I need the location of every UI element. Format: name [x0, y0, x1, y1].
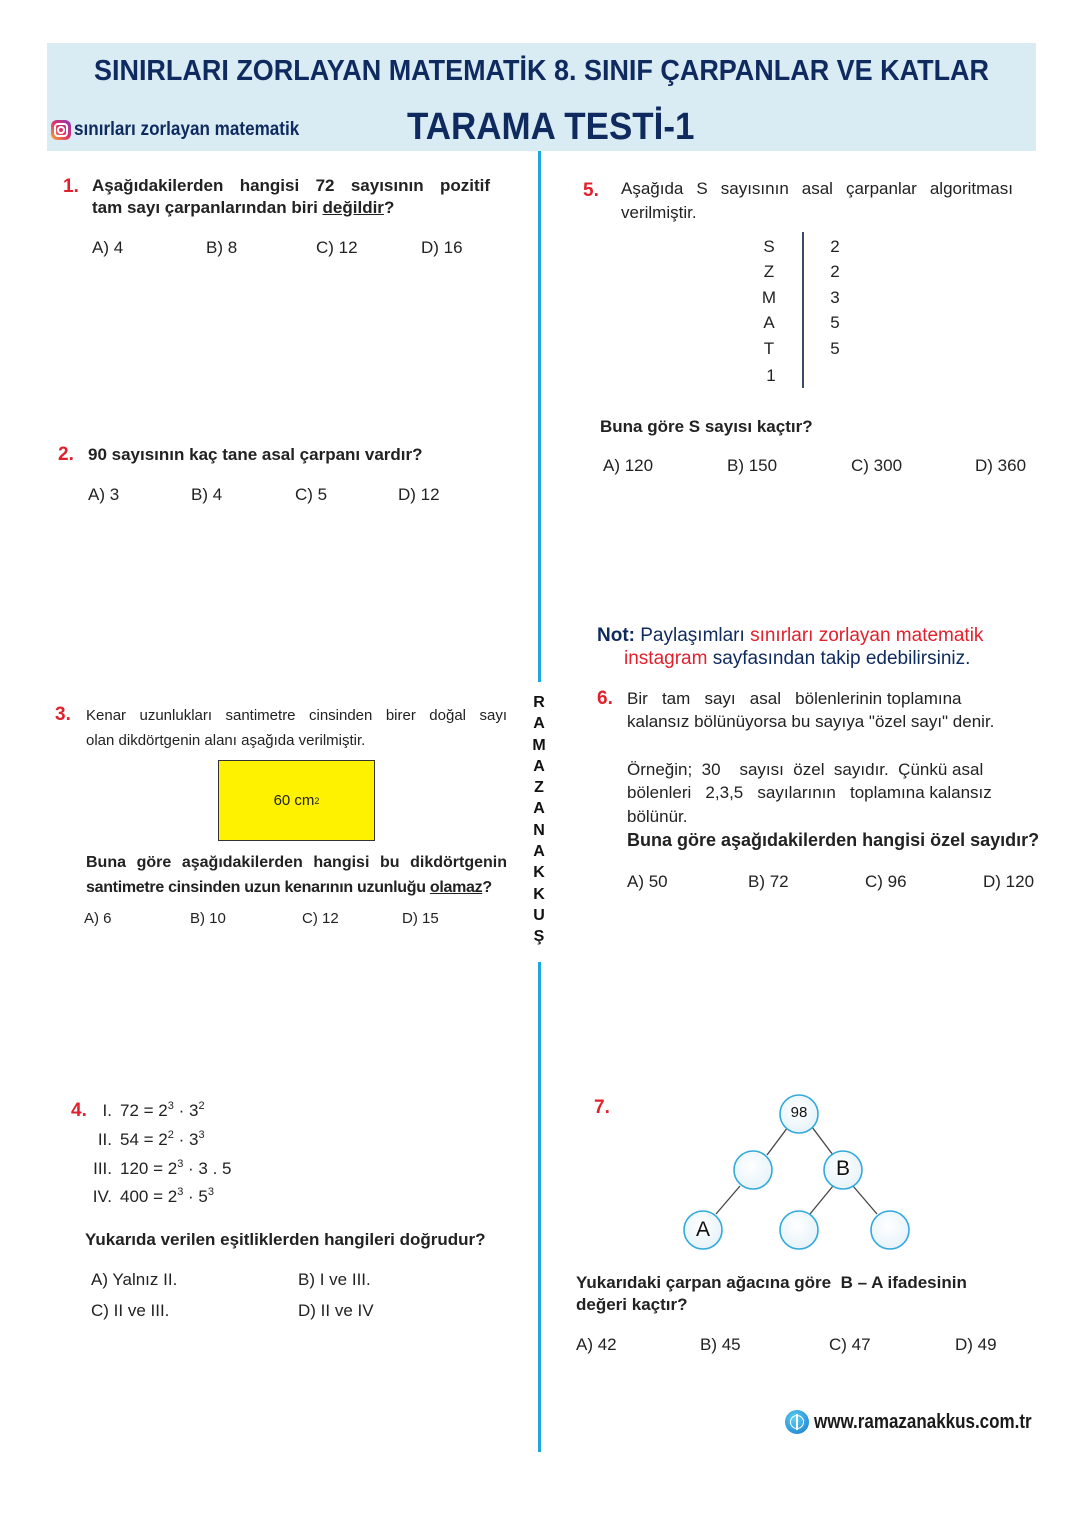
question-text-line1: Kenar uzunlukları santimetre cinsinden birer doğal sayı — [86, 707, 507, 724]
exponent: 2 — [167, 1129, 174, 1141]
eq-text: · 3 — [173, 1130, 199, 1149]
instagram-handle-text: sınırları zorlayan matematik — [74, 119, 300, 140]
test-subtitle: TARAMA TESTİ-1 — [406, 106, 695, 148]
vertical-author-name — [530, 692, 548, 948]
note-label: Not: — [597, 625, 635, 646]
example-line1: Örneğin; 30 sayısı özel sayıdır. Çünkü asal — [627, 760, 984, 779]
algorithm-left: 1 — [766, 366, 776, 385]
tree-node-a: A — [695, 1218, 710, 1241]
eq-text: 120 = 2 — [120, 1159, 178, 1178]
exponent: 2 — [198, 1100, 205, 1112]
question-text-line2: kalansız bölünüyorsa bu sayıya "özel sayı" denir. — [627, 712, 995, 731]
tree-node-b: B — [835, 1157, 850, 1180]
vertical-letter: K — [533, 864, 545, 882]
vertical-letter: Ş — [533, 928, 545, 946]
option-b[interactable]: B) 72 — [748, 872, 789, 891]
question-text-line1: Bir tam sayı asal bölenlerinin toplamına — [627, 689, 962, 708]
vertical-letter: A — [533, 715, 545, 733]
note-text: sayfasından takip edebilirsiniz. — [707, 648, 971, 669]
vertical-letter: A — [533, 843, 545, 861]
equality-3 — [74, 1158, 232, 1179]
option-c[interactable]: C) 47 — [829, 1335, 871, 1354]
vertical-letter: N — [533, 821, 545, 839]
option-c[interactable]: C) 12 — [316, 238, 358, 257]
question-prompt: Buna göre aşağıdakilerden hangisi özel sayıdır? — [627, 830, 1040, 850]
algorithm-left: M — [761, 288, 777, 307]
option-a[interactable]: A) Yalnız II. — [91, 1270, 178, 1289]
note-highlight: sınırları zorlayan matematik — [750, 625, 984, 646]
text-segment: ifadesinin — [882, 1273, 967, 1292]
algorithm-right: 5 — [830, 313, 840, 332]
option-b[interactable]: B) 4 — [191, 485, 223, 504]
header-banner — [47, 43, 1036, 151]
option-a[interactable]: A) 3 — [88, 485, 120, 504]
roman-numeral: I. — [102, 1101, 112, 1120]
option-d[interactable]: D) 16 — [421, 238, 463, 257]
question-prompt: Buna göre S sayısı kaçtır? — [600, 417, 813, 436]
question-number: 3. — [55, 704, 71, 725]
text-segment: Yukarıdaki çarpan ağacına göre — [576, 1273, 841, 1292]
question-number: 6. — [597, 688, 613, 709]
question-prompt-line1: Buna göre aşağıdakilerden hangisi bu dikdörtgenin — [86, 854, 507, 871]
equality-4 — [74, 1186, 214, 1207]
algorithm-left: A — [763, 313, 775, 332]
algorithm-right: 2 — [830, 237, 840, 256]
emphasis-text: olamaz — [429, 879, 483, 896]
option-a[interactable]: A) 6 — [84, 910, 112, 927]
option-d[interactable]: D) 15 — [402, 910, 439, 927]
option-c[interactable]: C) 12 — [302, 910, 339, 927]
option-d[interactable]: D) 120 — [983, 872, 1035, 891]
website-url[interactable]: www.ramazanakkus.com.tr — [814, 1410, 1032, 1433]
question-number: 7. — [594, 1097, 610, 1118]
rectangle-figure — [218, 760, 375, 841]
question-number: 2. — [58, 444, 74, 465]
example-line3: bölünür. — [627, 807, 688, 826]
note-line1 — [597, 624, 983, 647]
option-a[interactable]: A) 120 — [603, 456, 654, 475]
vertical-letter: M — [532, 736, 546, 754]
question-text: 90 sayısının kaç tane asal çarpanı vardır? — [88, 445, 423, 464]
website-link[interactable] — [785, 1410, 1070, 1434]
algorithm-left: T — [763, 339, 775, 358]
text-segment: santimetre cinsinden uzun kenarının uzunluğu — [86, 879, 430, 896]
option-b[interactable]: B) 45 — [700, 1335, 741, 1354]
instagram-note — [597, 624, 983, 670]
algorithm-right: 2 — [830, 262, 840, 281]
question-prompt-line2 — [86, 877, 492, 899]
eq-text: · 3 . 5 — [183, 1159, 232, 1178]
eq-text: 54 = 2 — [120, 1130, 168, 1149]
text-segment: ? — [482, 879, 492, 896]
algorithm-right: 3 — [830, 288, 840, 307]
option-c[interactable]: C) 300 — [851, 456, 903, 475]
option-a[interactable]: A) 50 — [627, 872, 668, 891]
text-segment: ? — [383, 198, 395, 217]
expression: B – A — [840, 1273, 883, 1292]
question-prompt: Yukarıda verilen eşitliklerden hangileri doğrudur? — [85, 1230, 486, 1249]
question-prompt-line1 — [576, 1272, 967, 1294]
question-number: 1. — [63, 176, 79, 197]
example-line2: bölenleri 2,3,5 sayılarının toplamına kalansız — [627, 783, 992, 802]
option-a[interactable]: A) 4 — [92, 238, 124, 257]
column-divider-top — [538, 151, 541, 682]
option-b[interactable]: B) 150 — [727, 456, 778, 475]
roman-numeral: III. — [93, 1159, 112, 1178]
option-b[interactable]: B) I ve III. — [298, 1270, 371, 1289]
text-segment: tam sayı çarpanlarından biri — [92, 198, 323, 217]
question-text-line2 — [92, 197, 394, 219]
page-title: SINIRLARI ZORLAYAN MATEMATİK 8. SINIF ÇARPANLAR VE KATLAR — [93, 55, 990, 87]
option-d[interactable]: D) II ve IV — [298, 1301, 374, 1320]
column-divider-bottom — [538, 962, 541, 1452]
area-exponent: 2 — [314, 795, 320, 806]
tree-node-root: 98 — [790, 1104, 808, 1121]
option-c[interactable]: C) II ve III. — [91, 1301, 170, 1320]
eq-text: 72 = 2 — [120, 1101, 168, 1120]
question-text-line2: olan dikdörtgenin alanı aşağıda verilmiştir. — [86, 732, 366, 749]
option-b[interactable]: B) 10 — [190, 910, 226, 927]
exponent: 3 — [198, 1129, 205, 1141]
exponent: 3 — [167, 1100, 174, 1112]
eq-text: 400 = 2 — [120, 1187, 178, 1206]
vertical-letter: A — [533, 800, 545, 818]
note-line2 — [597, 647, 983, 670]
option-d[interactable]: D) 360 — [975, 456, 1027, 475]
roman-numeral: IV. — [92, 1187, 112, 1206]
note-highlight: instagram — [624, 648, 708, 669]
vertical-letter: R — [533, 694, 545, 711]
exponent: 3 — [207, 1186, 215, 1198]
roman-numeral: II. — [97, 1130, 112, 1149]
note-text: Paylaşımları — [634, 625, 751, 646]
option-c[interactable]: C) 96 — [865, 872, 907, 891]
vertical-letter: Z — [534, 779, 544, 797]
algorithm-right: 5 — [830, 339, 840, 358]
vertical-letter: U — [533, 906, 545, 924]
option-c[interactable]: C) 5 — [295, 485, 328, 504]
algorithm-left: S — [763, 237, 775, 256]
instagram-icon — [51, 120, 71, 140]
question-number: 5. — [583, 180, 599, 201]
vertical-letter: K — [533, 885, 545, 903]
exponent: 3 — [177, 1158, 184, 1170]
question-text-line1: Aşağıdakilerden hangisi 72 sayısının pozitif — [92, 176, 490, 195]
exponent: 3 — [177, 1186, 184, 1198]
question-text-line2: verilmiştir. — [621, 203, 697, 222]
emphasis-text: değildir — [322, 198, 384, 217]
equality-1 — [74, 1100, 205, 1121]
eq-text: · 5 — [183, 1187, 208, 1206]
option-b[interactable]: B) 8 — [206, 238, 238, 257]
globe-icon — [785, 1410, 809, 1434]
algorithm-left: Z — [763, 262, 775, 281]
option-a[interactable]: A) 42 — [576, 1335, 617, 1354]
area-label: 60 cm — [273, 792, 315, 809]
algorithm-divider-line — [802, 232, 804, 388]
equality-2 — [74, 1129, 205, 1150]
option-d[interactable]: D) 49 — [955, 1335, 997, 1354]
question-number: 4. — [71, 1100, 87, 1121]
question-prompt-line2: değeri kaçtır? — [576, 1295, 688, 1314]
question-text-line1: Aşağıda S sayısının asal çarpanlar algoritması — [621, 179, 1013, 198]
option-d[interactable]: D) 12 — [398, 485, 440, 504]
vertical-letter: A — [533, 757, 545, 775]
eq-text: · 3 — [173, 1101, 199, 1120]
